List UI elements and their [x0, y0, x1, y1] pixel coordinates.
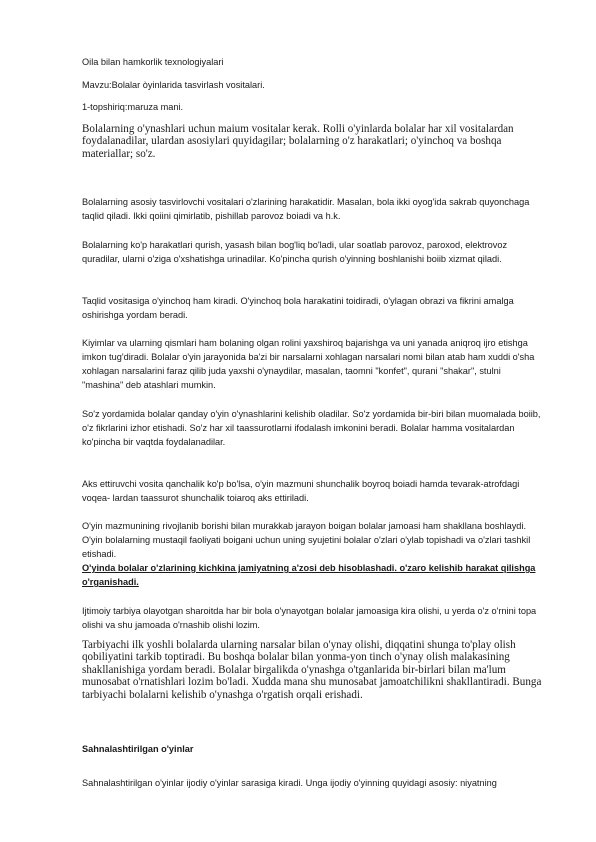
paragraph-last: Sahnalashtirilgan o'yinlar ijodiy o'yinlar sarasiga kiradi. Unga ijodiy o'yinning quyidagi asosiy: niyatning: [82, 778, 497, 788]
intro-paragraph: Bolalarning o'ynashlari uchun maium vositalar kerak. Rolli o'yinlarda bolalar har xil vositalardan foydalanadilar, ulardan asosiylari quyidagilar; bolalarning o'z harakatlari; o'yinchoq va boshqa materiallar; so'z.: [82, 123, 514, 160]
section-heading: Sahnalashtirilgan o'yinlar: [82, 744, 194, 754]
paragraph-toys: Taqlid vositasiga o'yinchoq ham kiradi. O'yinchoq bola harakatini toidiradi, o'ylagan obrazi va fikrini amalga oshirishga yordam beradi.: [82, 296, 514, 320]
doc-title: Oila bilan hamkorlik texnologiyalari: [82, 57, 224, 67]
paragraph-clothes: Kiyimlar va ularning qismlari ham bolaning olgan rolini yaxshiroq bajarishga va uni yanada aniqroq ijro etishga imkon tug'diradi. Bolalar o'yin jarayonida ba'zi bir narsalarni xohlagan narsalari nomi bilan atab ham xuddi o'sha xohlagan narsalarini faraz qilib juda yaxshi o'ynaydilar, masalan, taomni "konfet", qurani "shakar", stulni "mashina" deb atashlari mumkin.: [82, 338, 535, 390]
paragraph-group: O'yin mazmunining rivojlanib borishi bilan murakkab jarayon boigan bolalar jamoasi ham shakllana boshlaydi. O'yin bolalarning mustaqil faoliyati boigani uchun uning syujetini bolalar o'zlari o'ylab topishadi va o'zlari tashkil etishadi.: [82, 521, 531, 559]
paragraph-reflection: Aks ettiruvchi vosita qanchalik ko'p bo'lsa, o'yin mazmuni shunchalik boyroq boiadi hamda tevarak-atrofdagi voqea- lardan taassurot shunchalik toiaroq aks ettiriladi.: [82, 479, 520, 503]
doc-topic: Mavzu:Bolalar òyinlarida tasvirlash vositalari.: [82, 80, 265, 90]
paragraph-words: So'z yordamida bolalar qanday o'yin o'ynashlarini kelishib oladilar. So'z yordamida bir-biri bilan muomalada boiib, o'z fikrlarini izhor etishadi. So'z har xil taassurotlarni ifodalash imkonini beradi. Bolalar hamma vositalardan ko'pincha bir vaqtda foydalanadilar.: [82, 409, 541, 447]
paragraph-underlined: O'yinda bolalar o'zlarining kichkina jamiyatning a'zosi deb hisoblashadi. o'zaro kelishib harakat qilishga o'rganishadi.: [82, 563, 536, 587]
paragraph-educator: Tarbiyachi ilk yoshli bolalarda ularning narsalar bilan o'ynay olishi, diqqatini shunga to'play olish qobiliyatini tarkib toptiradi. Bu boshqa bolalar bilan yonma-yon tinch o'ynay olish malakasining shakllanishiga yordam beradi. Bolalar birgalikda o'ynashga o'tganlarida bir-birlari bilan ma'lum munosabat o'rnatishlari lozim bo'ladi. Xudda mana shu munosabat jamoatchilikni shakllantiradi. Bunga tarbiyachi bolalarni kelishib o'ynashga o'rgatish orqali erishadi.: [82, 639, 542, 701]
doc-task: 1-topshiriq:maruza mani.: [82, 102, 184, 112]
paragraph-movements: Bolalarning asosiy tasvirlovchi vositalari o'zlarining harakatidir. Masalan, bola ikki oyog'ida sakrab quyonchaga taqlid qiladi. Ikki qoiini qimirlatib, pishillab parovoz boiadi va h.k.: [82, 197, 530, 221]
paragraph-building: Bolalarning ko'p harakatlari qurish, yasash bilan bog'liq bo'ladi, ular soatlab parovoz, paroxod, elektrovoz quradilar, ularni o'ziga o'xshatishga urinadilar. Ko'pincha qurish o'yinning boshlanishi boiib xizmat qiladi.: [82, 240, 508, 264]
paragraph-social: Ijtimoiy tarbiya olayotgan sharoitda har bir bola o'ynayotgan bolalar jamoasiga kira olishi, u yerda o'z o'rnini topa olishi va shu jamoada o'rnashib olishi lozim.: [82, 606, 537, 630]
